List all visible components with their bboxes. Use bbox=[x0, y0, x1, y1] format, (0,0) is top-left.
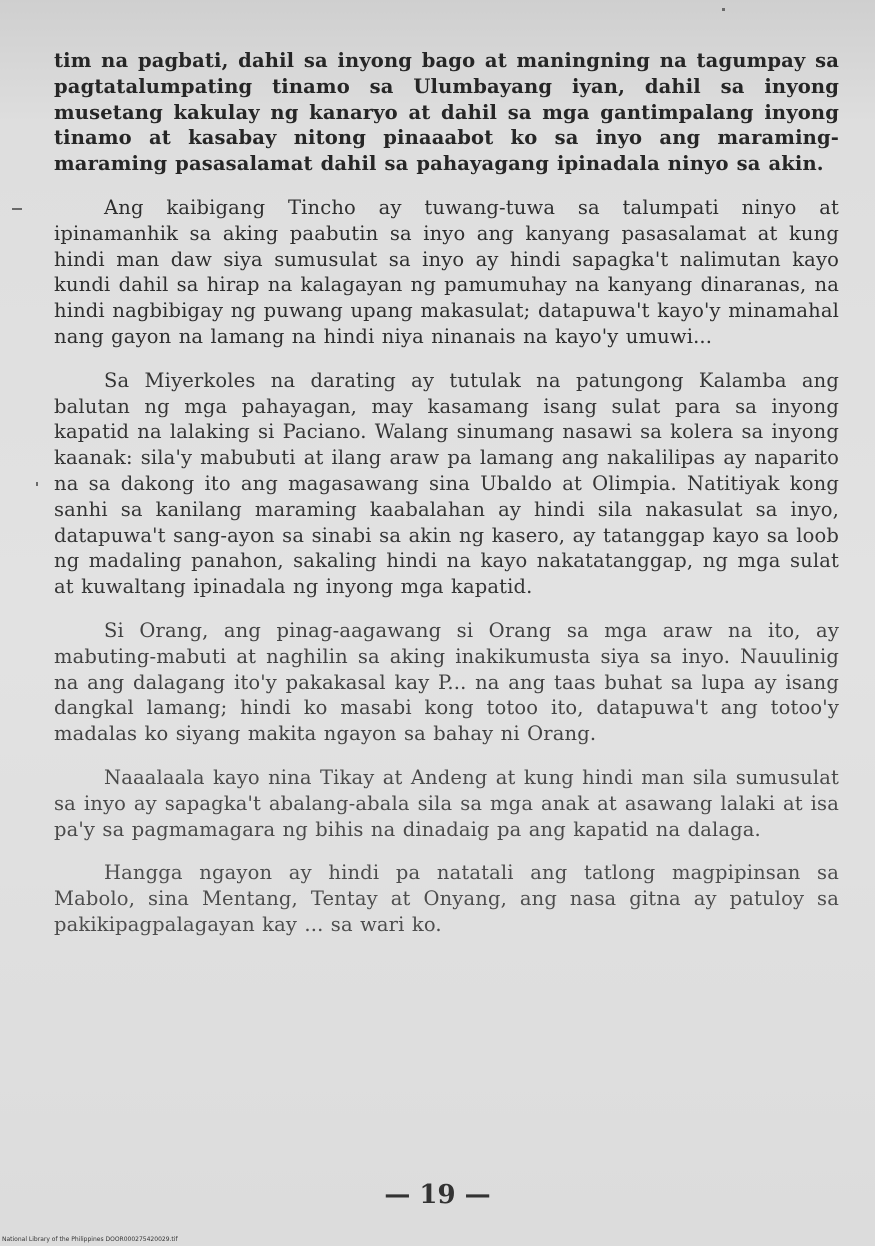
paragraph-5: Naaalaala kayo nina Tikay at Andeng at kung hindi man sila sumusulat sa inyo ay sapagka't abalang-abala sila sa mga anak at asawang lalaki at isa pa'y sa pagmamagara ng bihis na dinadaig pa ang kapatid na dalaga. bbox=[54, 765, 839, 841]
margin-mark bbox=[36, 482, 38, 486]
footer-credit: National Library of the Philippines DOOR000275420029.tif bbox=[2, 1236, 178, 1243]
paragraph-1: tim na pagbati, dahil sa inyong bago at maningning na tagumpay sa pagtatalumpating tinamo sa Ulumbayang iyan, dahil sa inyong musetang kakulay ng kanaryo at dahil sa mga gantimpalang inyong tinamo at kasabay nitong pinaaabot ko sa inyo ang maraming-maraming pasasalamat dahil sa pahayagang ipinadala ninyo sa akin. bbox=[54, 49, 839, 176]
paragraph-3: Sa Miyerkoles na darating ay tutulak na patungong Kalamba ang balutan ng mga pahayagan, may kasamang isang sulat para sa inyong kapatid na lalaking si Paciano. Walang sinumang nasawi sa kolera sa inyong kaanak: sila'y mabubuti at ilang araw pa lamang ang nakalilipas ay naparito na sa dakong ito ang magasawang sina Ubaldo at Olimpia. Natitiyak kong sanhi sa kanilang maraming kaabalahan ay hindi sila nakasulat sa inyo, datapuwa't sang-ayon sa sinabi sa akin ng kasero, ay tatanggap kayo sa loob ng madaling panahon, sakaling hindi na kayo nakatatanggap, ng mga sulat at kuwaltang ipinadala ng inyong mga kapatid. bbox=[54, 368, 839, 599]
page-number: — 19 — bbox=[384, 1180, 491, 1210]
letter-body bbox=[54, 48, 839, 956]
margin-mark bbox=[722, 8, 725, 11]
margin-mark bbox=[12, 208, 22, 210]
paragraph-2: Ang kaibigang Tincho ay tuwang-tuwa sa talumpati ninyo at ipinamanhik sa aking paabutin sa inyo ang kanyang pasasalamat at kung hindi man daw siya sumusulat sa inyo ay hindi sapagka't nalimutan kayo kundi dahil sa hirap na kalagayan ng pamumuhay na kanyang dinaranas, na hindi nagbibigay ng puwang upang makasulat; datapuwa't kayo'y minamahal nang gayon na lamang na hindi niya ninanais na kayo'y umuwi... bbox=[54, 195, 839, 348]
paragraph-4: Si Orang, ang pinag-aagawang si Orang sa mga araw na ito, ay mabuting-mabuti at naghilin sa aking inakikumusta siya sa inyo. Nauulinig na ang dalagang ito'y pakakasal kay P... na ang taas buhat sa lupa ay isang dangkal lamang; hindi ko masabi kong totoo ito, datapuwa't ang totoo'y madalas ko siyang makita ngayon sa bahay ni Orang. bbox=[54, 618, 839, 746]
paragraph-6: Hangga ngayon ay hindi pa natatali ang tatlong magpipinsan sa Mabolo, sina Mentang, Tentay at Onyang, ang nasa gitna ay patuloy sa pakikipagpalagayan kay ... sa wari ko. bbox=[54, 861, 839, 936]
